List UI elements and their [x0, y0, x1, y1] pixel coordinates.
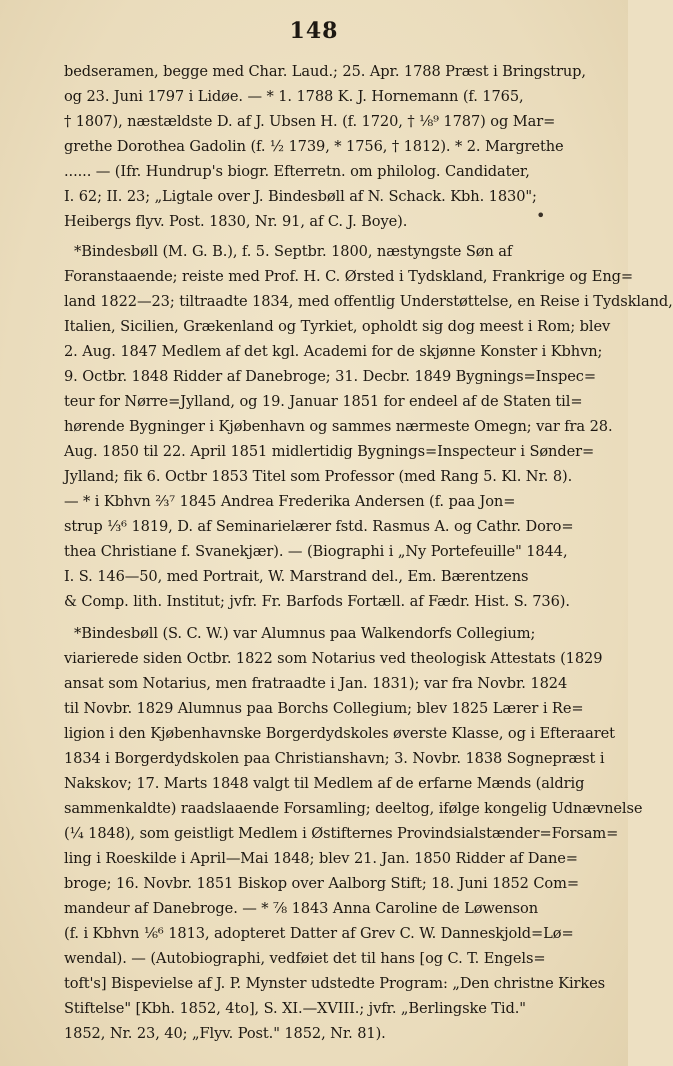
text-line: ...... — (Ifr. Hundrup's biogr. Efterretn. om philolog. Candidater, [64, 163, 530, 180]
text-line: Heibergs flyv. Post. 1830, Nr. 91, af C. J. Boye). [64, 213, 408, 230]
text-line: Foranstaaende; reiste med Prof. H. C. Ørsted i Tydskland, Frankrige og Eng= [64, 268, 634, 285]
ink-speck: • [536, 206, 546, 225]
page-number: 148 [289, 18, 339, 44]
text-line: bedseramen, begge med Char. Laud.; 25. Apr. 1788 Præst i Bringstrup, [64, 63, 586, 80]
text-line: Nakskov; 17. Marts 1848 valgt til Medlem af de erfarne Mænds (aldrig [64, 775, 585, 792]
text-line: 1852, Nr. 23, 40; „Flyv. Post." 1852, Nr. 81). [64, 1025, 386, 1042]
text-line: Aug. 1850 til 22. April 1851 midlertidig Bygnings=Inspecteur i Sønder= [64, 443, 595, 460]
text-line: viarierede siden Octbr. 1822 som Notarius ved theologisk Attestats (1829 [64, 650, 603, 667]
text-line: I. 62; II. 23; „Ligtale over J. Bindesbøll af N. Schack. Kbh. 1830"; [64, 188, 537, 205]
text-line: teur for Nørre=Jylland, og 19. Januar 1851 for endeel af de Staten til= [64, 393, 583, 410]
text-line: 1834 i Borgerdydskolen paa Christianshavn; 3. Novbr. 1838 Sognepræst i [64, 750, 605, 767]
text-line: mandeur af Danebroge. — * ⅞ 1843 Anna Caroline de Løwenson [64, 900, 539, 917]
entry-heading-line: *Bindesbøll (M. G. B.), f. 5. Septbr. 1800, næstyngste Søn af [74, 243, 513, 260]
text-line: ansat som Notarius, men fratraadte i Jan. 1831); var fra Novbr. 1824 [64, 675, 568, 692]
text-line: sammenkaldte) raadslaaende Forsamling; deeltog, ifølge kongelig Udnævnelse [64, 800, 643, 817]
text-line: grethe Dorothea Gadolin (f. ½ 1739, * 1756, † 1812). * 2. Margrethe [64, 138, 564, 155]
text-line: og 23. Juni 1797 i Lidøe. — * 1. 1788 K. J. Hornemann (f. 1765, [64, 88, 524, 105]
text-line: (f. i Kbhvn ⅙⁶ 1813, adopteret Datter af Grev C. W. Danneskjold=Lø= [64, 925, 574, 942]
text-line: I. S. 146—50, med Portrait, W. Marstrand del., Em. Bærentzens [64, 568, 529, 585]
text-line: 9. Octbr. 1848 Ridder af Danebroge; 31. Decbr. 1849 Bygnings=Inspec= [64, 368, 596, 385]
text-line: Jylland; fik 6. Octbr 1853 Titel som Professor (med Rang 5. Kl. Nr. 8). [64, 468, 573, 485]
text-line: † 1807), næstældste D. af J. Ubsen H. (f. 1720, † ⅛⁹ 1787) og Mar= [64, 113, 556, 130]
text-line: ligion i den Kjøbenhavnske Borgerdydskoles øverste Klasse, og i Efteraaret [64, 725, 615, 742]
text-line: strup ⅓⁶ 1819, D. af Seminarielærer fstd. Rasmus A. og Cathr. Doro= [64, 518, 574, 535]
text-line: til Novbr. 1829 Alumnus paa Borchs Collegium; blev 1825 Lærer i Re= [64, 700, 584, 717]
text-line: Italien, Sicilien, Grækenland og Tyrkiet, opholdt sig dog meest i Rom; blev [64, 318, 611, 335]
text-line: (¼ 1848), som geistligt Medlem i Østifternes Provindsialstænder=Forsam= [64, 825, 619, 842]
text-line: toft's] Bispevielse af J. P. Mynster udstedte Program: „Den christne Kirkes [64, 975, 606, 992]
text-line: & Comp. lith. Institut; jvfr. Fr. Barfods Fortæll. af Fædr. Hist. S. 736). [64, 593, 570, 610]
text-line: — * i Kbhvn ⅔⁷ 1845 Andrea Frederika Andersen (f. paa Jon= [64, 493, 516, 510]
text-line: hørende Bygninger i Kjøbenhavn og sammes nærmeste Omegn; var fra 28. [64, 418, 613, 435]
text-line: land 1822—23; tiltraadte 1834, med offentlig Understøttelse, en Reise i Tydskland, [64, 293, 673, 310]
text-line: ling i Roeskilde i April—Mai 1848; blev 21. Jan. 1850 Ridder af Dane= [64, 850, 578, 867]
text-line: broge; 16. Novbr. 1851 Biskop over Aalborg Stift; 18. Juni 1852 Com= [64, 875, 579, 892]
text-line: thea Christiane f. Svanekjær). — (Biographi i „Ny Portefeuille" 1844, [64, 543, 568, 560]
text-line: Stiftelse" [Kbh. 1852, 4to], S. XI.—XVIII.; jvfr. „Berlingske Tid." [64, 1000, 526, 1017]
entry-heading-line: *Bindesbøll (S. C. W.) var Alumnus paa Walkendorfs Collegium; [74, 625, 536, 642]
text-line: wendal). — (Autobiographi, vedføiet det til hans [og C. T. Engels= [64, 950, 546, 967]
text-line: 2. Aug. 1847 Medlem af det kgl. Academi for de skjønne Konster i Kbhvn; [64, 343, 603, 360]
